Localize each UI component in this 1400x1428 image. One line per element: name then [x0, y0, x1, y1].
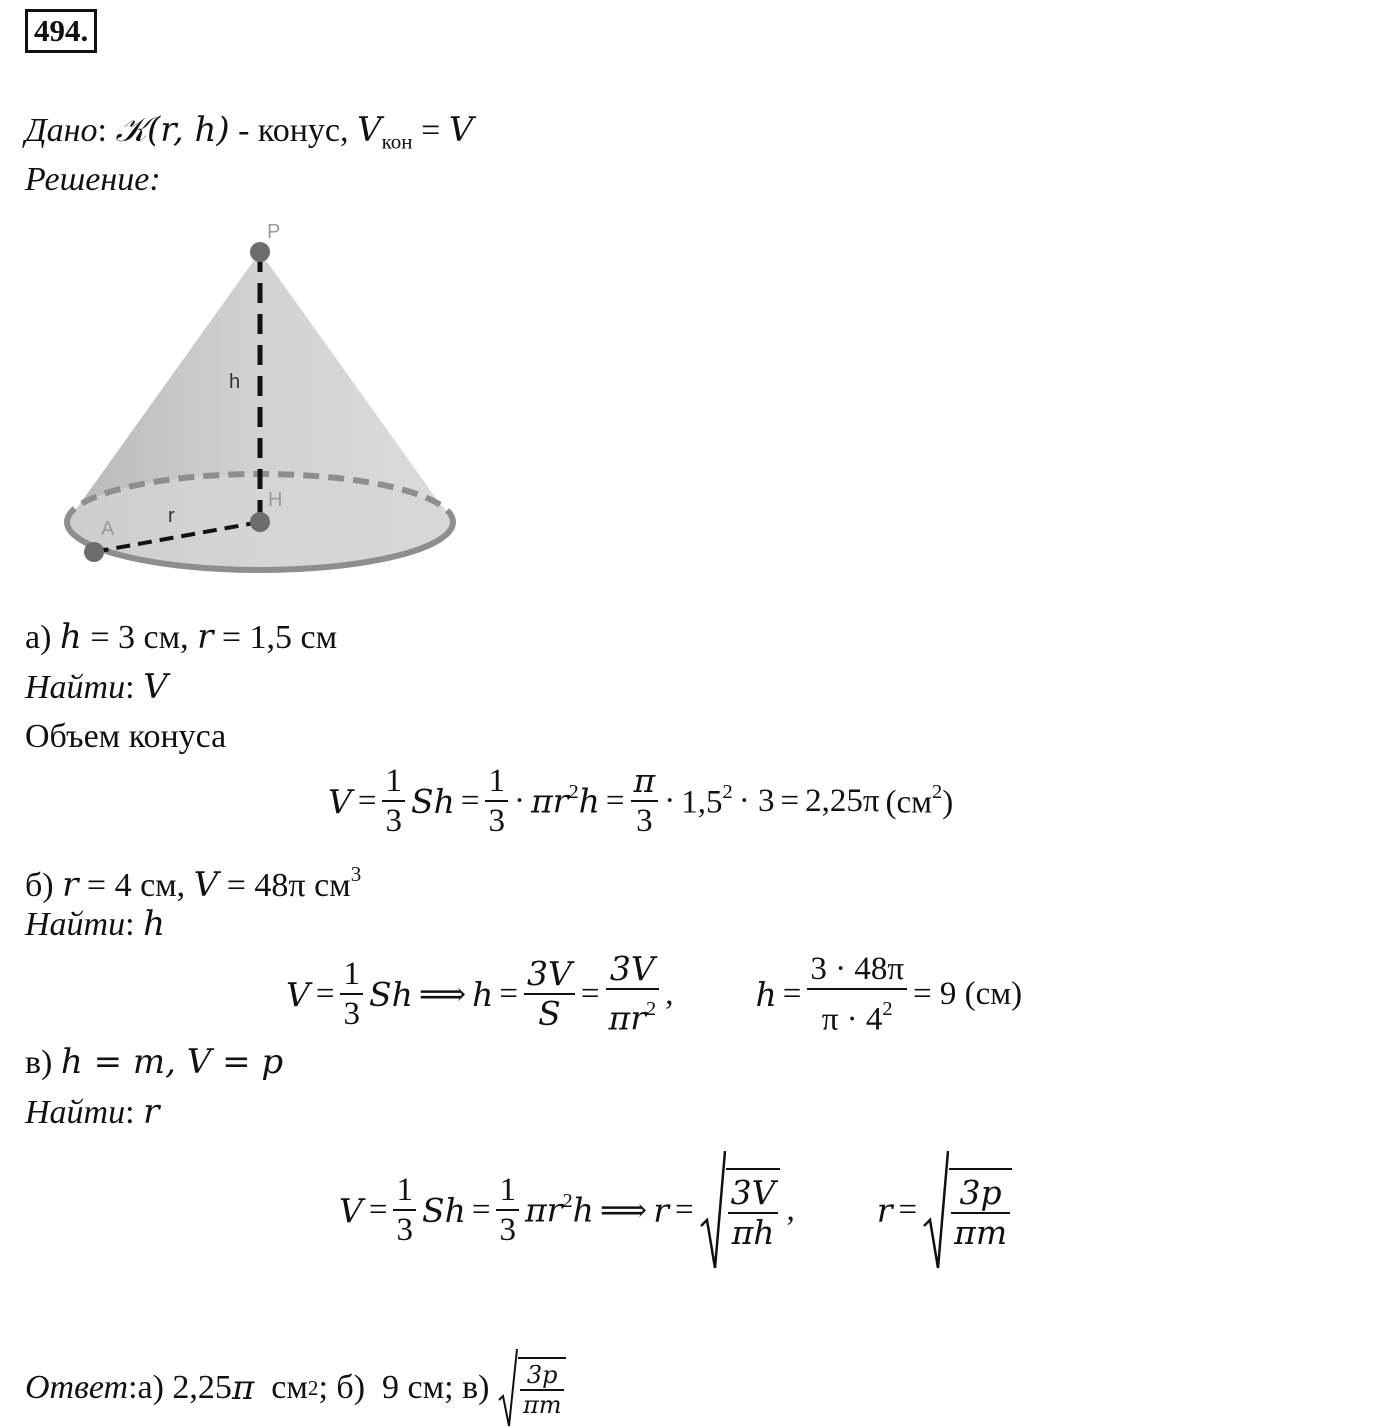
eq-pi-r: πr [524, 1190, 563, 1230]
radical-sign [498, 1348, 518, 1428]
frac-num: 3V [730, 1173, 776, 1212]
part-b-prefix: б) [25, 866, 63, 904]
frac-den: πr [608, 998, 646, 1038]
part-a-prefix: а) [25, 619, 60, 656]
part-a-r-value: = 1,5 см [213, 619, 338, 656]
frac-den-sup: 2 [882, 998, 893, 1020]
eq-r: r [876, 1190, 893, 1230]
part-b-v-value: = 48π см [218, 866, 351, 904]
answer-a-unit: см [254, 1369, 308, 1406]
v-value: V [448, 110, 474, 150]
frac-num: 3V [609, 949, 655, 988]
frac-num: 1 [385, 763, 402, 799]
frac-den: πm [522, 1391, 562, 1419]
fraction-one-third [393, 1171, 416, 1249]
part-c-find [25, 1090, 159, 1135]
frac-den: S [538, 994, 561, 1034]
eq-result: 2,25π [805, 782, 880, 819]
part-c-condition [25, 1040, 283, 1085]
given-colon: : [97, 112, 107, 149]
frac-den: 3 [499, 1212, 516, 1248]
part-b-find [25, 902, 165, 947]
eq-dot: · [513, 782, 525, 819]
label-p: P [267, 221, 281, 243]
fraction-one-third [382, 762, 405, 840]
eq-value: 1,5 [681, 784, 723, 821]
base-point-a [84, 542, 104, 562]
part-a-find [25, 665, 168, 710]
frac-num: π [633, 761, 656, 800]
part-a-h-value: = 3 см, [81, 619, 198, 656]
eq-sign: = [357, 782, 377, 819]
eq-h: h [755, 974, 777, 1014]
part-a-condition [25, 615, 337, 660]
find-var: V [143, 667, 168, 707]
part-c-cond: h = m, V = p [60, 1042, 284, 1082]
fraction-calc [807, 950, 907, 1038]
eq-sign: = [782, 975, 802, 1012]
eq-h: h [572, 1190, 594, 1230]
eq-unit-sup: 2 [932, 780, 943, 803]
eq-result: = 9 (см) [912, 975, 1023, 1012]
fraction-one-third [485, 762, 508, 840]
frac-num: 3 · 48π [810, 951, 904, 987]
eq-h: h [472, 974, 494, 1014]
answer-colon: : [128, 1369, 138, 1406]
frac-num: 3V [527, 954, 572, 994]
fraction-pi-third [631, 762, 659, 840]
frac-den: π · 4 [821, 1001, 883, 1038]
radical-sign [700, 1150, 726, 1270]
eq-times-three: · 3 [738, 782, 775, 819]
given-line [25, 108, 473, 163]
cone-figure [55, 210, 465, 595]
eq-r: r [653, 1190, 670, 1230]
answer-label: Ответ [25, 1369, 129, 1406]
part-b-r-value: = 4 см, [78, 866, 194, 904]
fraction-3v-pir2 [606, 950, 660, 1038]
find-colon: : [125, 906, 144, 943]
cone-args: (r, h) [147, 110, 230, 150]
frac-den: 3 [396, 1212, 413, 1248]
eq-sh: Sh [421, 1190, 466, 1230]
find-label: Найти [25, 906, 126, 943]
eq-v: V [286, 974, 310, 1014]
answer-a-sup: 2 [307, 1376, 319, 1400]
eq-unit-close: ) [942, 784, 954, 821]
radical-sign [923, 1150, 949, 1270]
answer-a-pi: π [231, 1368, 255, 1408]
eq-comma: , [665, 975, 674, 1012]
eq-sign: = [605, 782, 625, 819]
part-a-h: h [59, 617, 82, 657]
fraction-one-third [496, 1171, 519, 1249]
eq-sign: = [499, 975, 519, 1012]
v-var: V [357, 110, 382, 150]
part-c-equation [336, 1150, 1015, 1270]
eq-sign: = [580, 975, 600, 1012]
frac-num: 1 [396, 1172, 413, 1208]
frac-num: 3p [526, 1361, 558, 1389]
part-b-condition [25, 852, 361, 908]
part-c-prefix: в) [25, 1044, 61, 1081]
label-center-h: H [268, 489, 283, 511]
find-colon: : [125, 1094, 144, 1131]
part-a-r: r [197, 617, 214, 657]
part-b-r: r [62, 864, 79, 905]
eq-sign: = [368, 1191, 388, 1228]
part-a-equation [325, 762, 956, 840]
eq-implies: ⟹ [599, 1193, 648, 1229]
given-label: Дано [25, 112, 98, 149]
eq-v: V [328, 781, 352, 821]
eq-v: V [339, 1190, 363, 1230]
eq-square: 2 [568, 780, 579, 803]
find-label: Найти [25, 1094, 126, 1131]
frac-den: 3 [636, 803, 653, 839]
cone-symbol: 𝒦 [115, 110, 148, 150]
eq-sign: = [315, 975, 335, 1012]
answer-sqrt [498, 1348, 567, 1428]
eq-implies: ⟹ [418, 977, 467, 1014]
label-r: r [168, 505, 175, 527]
frac-den: πh [731, 1213, 775, 1252]
part-b-sup: 3 [350, 862, 362, 886]
frac-num: 1 [499, 1172, 516, 1208]
solution-label: Решение: [25, 161, 161, 198]
problem-number: 494. [25, 9, 97, 53]
fraction-3v-s [524, 955, 575, 1033]
frac-den: 3 [385, 803, 402, 839]
frac-den: πm [954, 1213, 1008, 1252]
sqrt-3v-pih [700, 1150, 781, 1270]
frac-num: 1 [488, 763, 505, 799]
eq-sign: = [898, 1191, 918, 1228]
label-h: h [229, 371, 241, 393]
eq-sign: = [471, 1191, 491, 1228]
find-colon: : [125, 669, 144, 706]
label-a: A [101, 518, 115, 540]
part-a-text: Объем конуса [25, 718, 227, 755]
find-var: r [143, 1092, 160, 1132]
find-var: h [143, 904, 165, 944]
find-label: Найти [25, 669, 126, 706]
sqrt-3p-pim [923, 1150, 1012, 1270]
v-subscript: кон [381, 129, 413, 154]
vertex-point-p [250, 242, 270, 262]
eq-sh: Sh [410, 781, 455, 821]
eq-square: 2 [722, 780, 733, 803]
eq-sign: = [780, 782, 800, 819]
eq-sh: Sh [368, 974, 413, 1014]
answer-a: а) 2,25 [137, 1369, 232, 1406]
eq-h: h [578, 781, 600, 821]
eq-sign: = [675, 1191, 694, 1228]
fraction-one-third [340, 955, 363, 1033]
answer-line [25, 1348, 566, 1428]
frac-den: 3 [488, 803, 505, 839]
frac-num: 3p [959, 1173, 1002, 1212]
answer-b: ; б) 9 см; в) [318, 1369, 498, 1406]
eq-unit: (см [885, 784, 933, 821]
eq-pi-r: πr [530, 781, 569, 821]
cone-text: - конус, [229, 112, 358, 149]
part-b-v: V [193, 864, 219, 905]
eq-square: 2 [562, 1189, 573, 1212]
frac-den-sup: 2 [645, 998, 657, 1020]
center-point-h [250, 512, 270, 532]
frac-den: 3 [343, 996, 360, 1033]
eq-sign: = [460, 782, 480, 819]
eq-dot: · [664, 782, 676, 819]
given-eq: = [412, 112, 449, 149]
part-b-equation [283, 950, 1025, 1038]
frac-num: 1 [343, 956, 360, 993]
eq-comma: , [786, 1191, 795, 1228]
